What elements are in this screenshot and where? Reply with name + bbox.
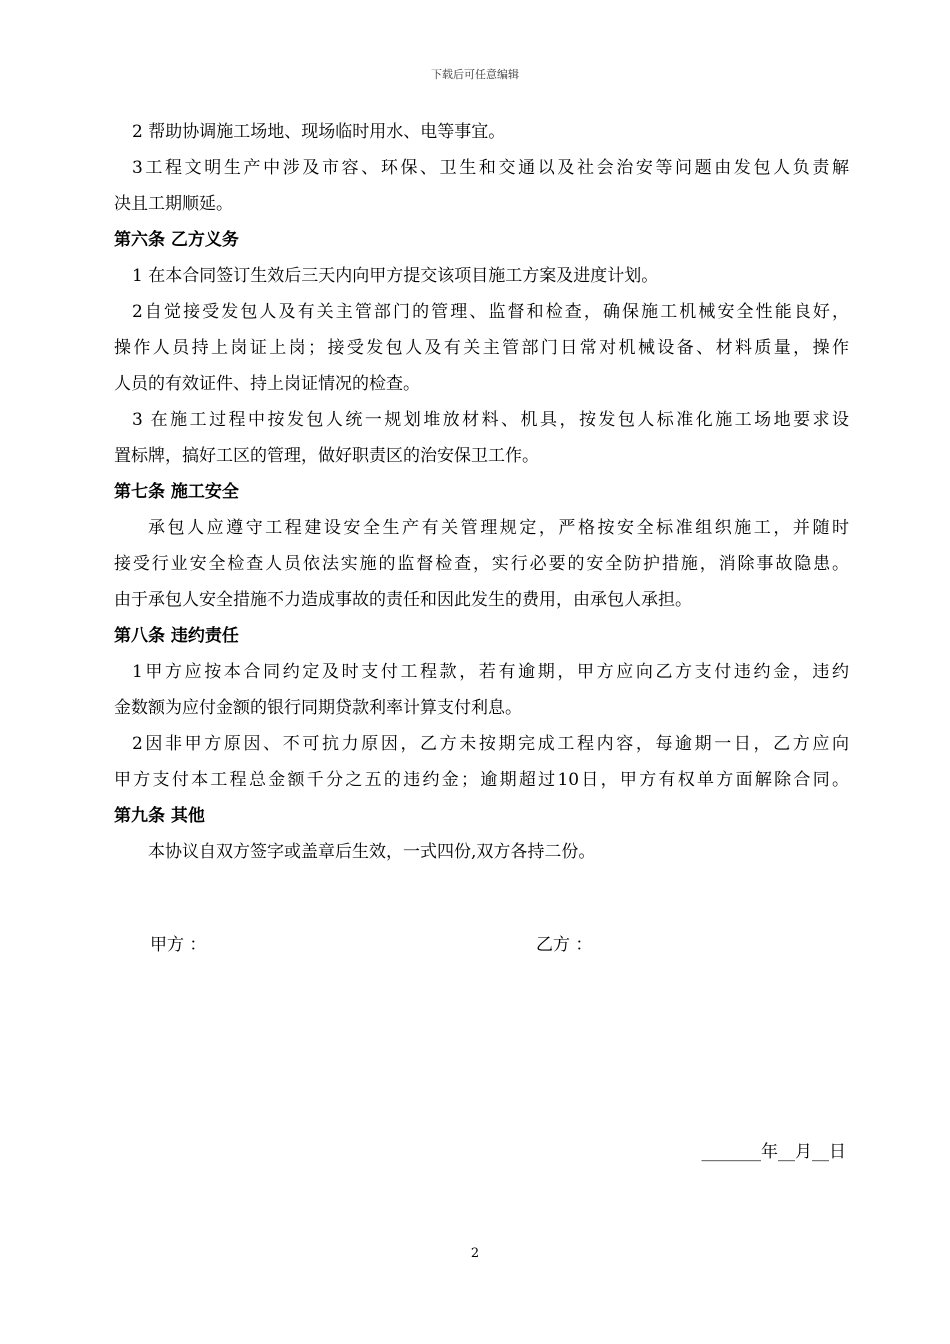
party-a-signature-label: 甲方 ： <box>150 935 207 955</box>
clause-8-item-1: 1甲方应按本合同约定及时支付工程款，若有逾期，甲方应向乙方支付违约金，违约 <box>132 662 849 682</box>
section-title-article-7: 第七条 施工安全 <box>114 482 239 502</box>
party-b-signature-label: 乙方 ： <box>536 935 593 955</box>
clause-7-paragraph-cont-1: 接受行业安全检查人员依法实施的监督检查，实行必要的安全防护措施，消除事故隐患。 <box>114 554 849 574</box>
clause-8-item-1-cont: 金数额为应付金额的银行同期贷款利率计算支付利息。 <box>114 698 522 718</box>
section-title-article-6: 第六条 乙方义务 <box>114 230 239 250</box>
page-number: 2 <box>470 1246 480 1261</box>
clause-6-item-3-cont: 置标牌，搞好工区的管理，做好职责区的治安保卫工作。 <box>114 446 539 466</box>
clause-5-item-3: 3工程文明生产中涉及市容、环保、卫生和交通以及社会治安等问题由发包人负责解 <box>132 158 849 178</box>
clause-5-item-3-cont: 决且工期顺延。 <box>114 194 233 214</box>
section-title-article-9: 第九条 其他 <box>114 806 205 826</box>
clause-7-paragraph-cont-2: 由于承包人安全措施不力造成事故的责任和因此发生的费用，由承包人承担。 <box>114 590 692 610</box>
clause-6-item-3: 3 在施工过程中按发包人统一规划堆放材料、机具，按发包人标准化施工场地要求设 <box>132 410 849 430</box>
clause-5-item-2: 2 帮助协调施工场地、现场临时用水、电等事宜。 <box>132 122 506 142</box>
clause-9-paragraph: 本协议自双方签字或盖章后生效，一式四份,双方各持二份。 <box>148 842 596 862</box>
clause-8-item-2-cont: 甲方支付本工程总金额千分之五的违约金；逾期超过10日，甲方有权单方面解除合同。 <box>114 770 849 790</box>
document-body <box>114 114 849 870</box>
clause-8-item-2: 2因非甲方原因、不可抗力原因，乙方未按期完成工程内容，每逾期一日，乙方应向 <box>132 734 849 754</box>
section-title-article-8: 第八条 违约责任 <box>114 626 239 646</box>
header-note: 下载后可任意编辑 <box>431 68 519 81</box>
clause-6-item-2-cont-1: 操作人员持上岗证上岗；接受发包人及有关主管部门日常对机械设备、材料质量，操作 <box>114 338 849 358</box>
clause-6-item-2-cont-2: 人员的有效证件、持上岗证情况的检查。 <box>114 374 420 394</box>
clause-6-item-2: 2自觉接受发包人及有关主管部门的管理、监督和检查，确保施工机械安全性能良好， <box>132 302 849 322</box>
clause-6-item-1: 1 在本合同签订生效后三天内向甲方提交该项目施工方案及进度计划。 <box>132 266 659 286</box>
clause-7-paragraph: 承包人应遵守工程建设安全生产有关管理规定，严格按安全标准组织施工，并随时 <box>148 518 849 538</box>
date-line: _______年__月__日 <box>701 1142 846 1162</box>
